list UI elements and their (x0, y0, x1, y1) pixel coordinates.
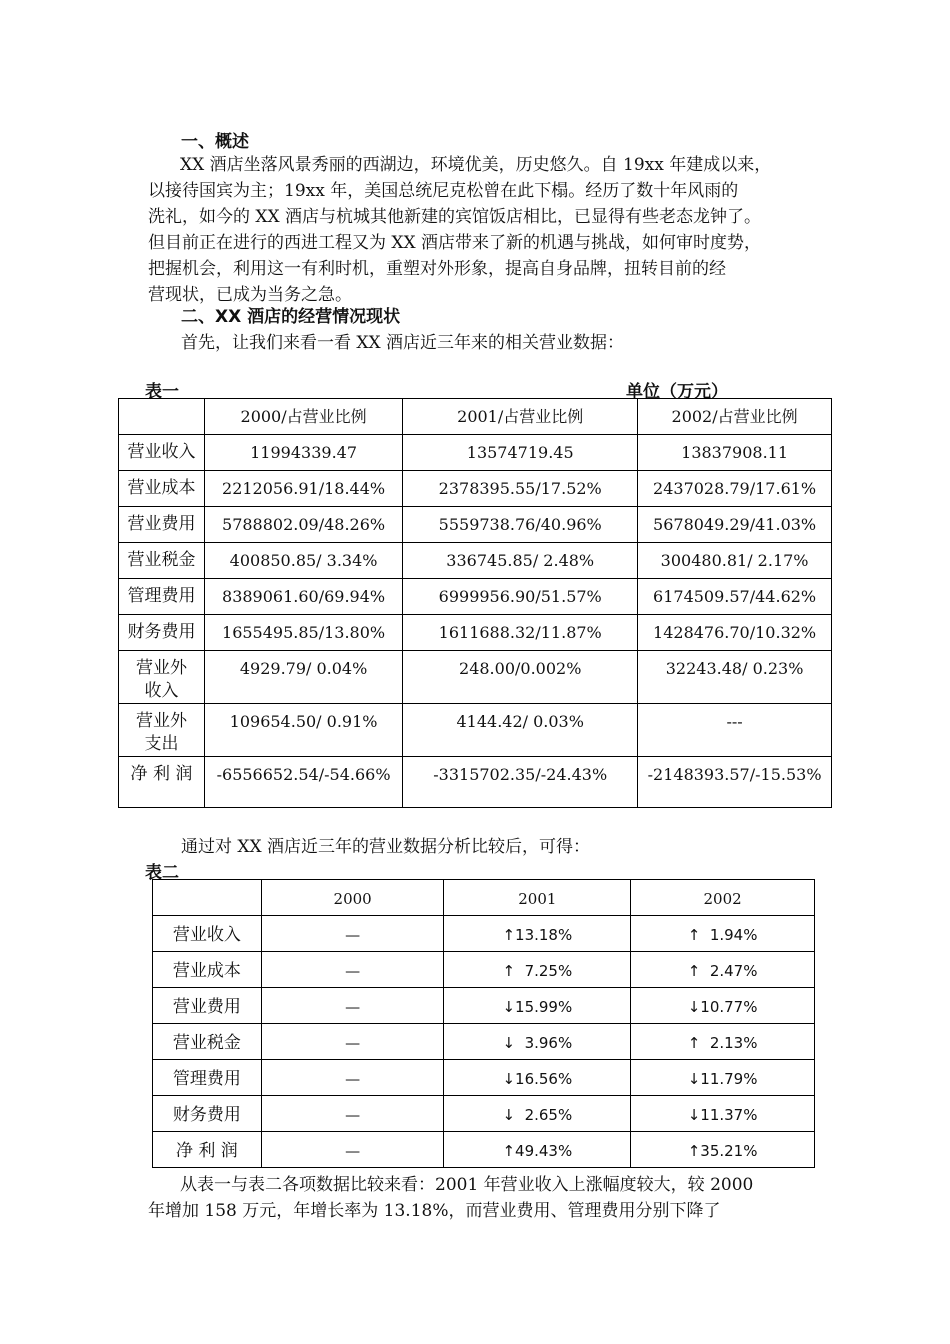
table-row (119, 543, 832, 579)
table-cell: ↓11.79% (631, 1060, 815, 1096)
table-row (119, 757, 832, 808)
table-cell: 13837908.11 (638, 435, 832, 471)
table-cell: ↓ 2.65% (444, 1096, 631, 1132)
paragraph-line: 把握机会，利用这一有利时机，重塑对外形象，提高自身品牌，扭转目前的经 (148, 259, 726, 279)
table-cell: ↑ 1.94% (631, 916, 815, 952)
table-header-row (153, 880, 815, 916)
table-cell: -3315702.35/-24.43% (403, 757, 638, 808)
table-cell: — (261, 1060, 444, 1096)
table-cell: 5788802.09/48.26% (204, 507, 402, 543)
table-header-cell: 2001 (444, 880, 631, 916)
table-cell: 2437028.79/17.61% (638, 471, 832, 507)
table-cell: 6999956.90/51.57% (403, 579, 638, 615)
table-header-cell: 2002/占营业比例 (638, 399, 832, 435)
row-label: 营业收入 (153, 916, 262, 952)
table-row (153, 916, 815, 952)
table-row (119, 507, 832, 543)
row-label: 管理费用 (119, 579, 205, 615)
paragraph-line: 营现状，已成为当务之急。 (148, 285, 352, 305)
row-label: 营业成本 (119, 471, 205, 507)
table-cell: — (261, 988, 444, 1024)
row-label: 营业收入 (119, 435, 205, 471)
row-label: 营业税金 (119, 543, 205, 579)
table-cell: ↑ 7.25% (444, 952, 631, 988)
table-cell: 1428476.70/10.32% (638, 615, 832, 651)
section1-heading: 一、概述 (181, 132, 249, 152)
section1-paragraph (148, 152, 838, 308)
paragraph-line: 从表一与表二各项数据比较来看：2001 年营业收入上涨幅度较大，较 2000 (180, 1175, 754, 1195)
paragraph-line: 以接待国宾为主；19xx 年，美国总统尼克松曾在此下榻。经历了数十年风雨的 (148, 181, 739, 201)
table-cell: 1655495.85/13.80% (204, 615, 402, 651)
table-row (153, 952, 815, 988)
row-label: 营业费用 (119, 507, 205, 543)
table-cell: — (261, 1132, 444, 1168)
table-cell: ↓ 3.96% (444, 1024, 631, 1060)
table-cell: — (261, 1096, 444, 1132)
table-row (153, 1024, 815, 1060)
table-cell: ↑ 2.47% (631, 952, 815, 988)
table-row (119, 579, 832, 615)
table-cell: ↓16.56% (444, 1060, 631, 1096)
table-cell: 5678049.29/41.03% (638, 507, 832, 543)
table-cell: 2378395.55/17.52% (403, 471, 638, 507)
table-cell: 248.00/0.002% (403, 651, 638, 704)
analysis-intro: 通过对 XX 酒店近三年的营业数据分析比较后，可得： (181, 837, 591, 857)
table-cell: 2212056.91/18.44% (204, 471, 402, 507)
table1-unit: 单位（万元） (626, 382, 728, 402)
section2-heading: 二、XX 酒店的经营情况现状 (181, 307, 401, 327)
table-header-cell: 2001/占营业比例 (403, 399, 638, 435)
table-cell: ↓15.99% (444, 988, 631, 1024)
row-label: 净 利 润 (153, 1132, 262, 1168)
paragraph-line: 洗礼，如今的 XX 酒店与杭城其他新建的宾馆饭店相比，已显得有些老态龙钟了。 (148, 207, 762, 227)
table-cell: 336745.85/ 2.48% (403, 543, 638, 579)
row-label: 财务费用 (119, 615, 205, 651)
table-cell: 8389061.60/69.94% (204, 579, 402, 615)
table-row (119, 435, 832, 471)
table-cell: -6556652.54/-54.66% (204, 757, 402, 808)
table2-label: 表二 (145, 863, 179, 883)
table-row (153, 1060, 815, 1096)
row-label: 营业外收入 (119, 651, 205, 704)
table-row (153, 988, 815, 1024)
paragraph-line: XX 酒店坐落风景秀丽的西湖边，环境优美，历史悠久。自 19xx 年建成以来， (180, 155, 772, 175)
table1 (118, 398, 832, 808)
row-label: 净 利 润 (119, 757, 205, 808)
table-cell: ↑ 2.13% (631, 1024, 815, 1060)
table-row (153, 1096, 815, 1132)
table-row (119, 615, 832, 651)
paragraph-line: 年增加 158 万元，年增长率为 13.18%，而营业费用、管理费用分别下降了 (148, 1201, 721, 1221)
table-cell: 13574719.45 (403, 435, 638, 471)
table-header-cell (153, 880, 262, 916)
row-label: 营业费用 (153, 988, 262, 1024)
table-header-cell: 2000/占营业比例 (204, 399, 402, 435)
conclusion-paragraph (148, 1172, 838, 1224)
table-cell: --- (638, 704, 832, 757)
table1-label: 表一 (145, 382, 179, 402)
table-cell: 4144.42/ 0.03% (403, 704, 638, 757)
row-label: 财务费用 (153, 1096, 262, 1132)
table-header-row (119, 399, 832, 435)
table-cell: ↓10.77% (631, 988, 815, 1024)
table-cell: — (261, 1024, 444, 1060)
table-row (119, 704, 832, 757)
table-cell: 4929.79/ 0.04% (204, 651, 402, 704)
table-cell: ↑49.43% (444, 1132, 631, 1168)
table-cell: — (261, 952, 444, 988)
row-label: 管理费用 (153, 1060, 262, 1096)
table-cell: 11994339.47 (204, 435, 402, 471)
table-header-cell: 2002 (631, 880, 815, 916)
row-label: 营业税金 (153, 1024, 262, 1060)
table-cell: 400850.85/ 3.34% (204, 543, 402, 579)
table-row (153, 1132, 815, 1168)
paragraph-line: 但目前正在进行的西进工程又为 XX 酒店带来了新的机遇与挑战，如何审时度势， (148, 233, 762, 253)
table-row (119, 651, 832, 704)
row-label: 营业成本 (153, 952, 262, 988)
table-cell: 5559738.76/40.96% (403, 507, 638, 543)
row-label: 营业外支出 (119, 704, 205, 757)
table-cell: ↓11.37% (631, 1096, 815, 1132)
table-cell: ↑13.18% (444, 916, 631, 952)
table-row (119, 471, 832, 507)
table-cell: ↑35.21% (631, 1132, 815, 1168)
section2-intro: 首先，让我们来看一看 XX 酒店近三年来的相关营业数据： (181, 333, 625, 353)
table-cell: -2148393.57/-15.53% (638, 757, 832, 808)
table-cell: 300480.81/ 2.17% (638, 543, 832, 579)
table2 (152, 879, 815, 1168)
table-header-cell (119, 399, 205, 435)
table-cell: — (261, 916, 444, 952)
table-cell: 32243.48/ 0.23% (638, 651, 832, 704)
table-cell: 6174509.57/44.62% (638, 579, 832, 615)
table-cell: 109654.50/ 0.91% (204, 704, 402, 757)
table-cell: 1611688.32/11.87% (403, 615, 638, 651)
table-header-cell: 2000 (261, 880, 444, 916)
